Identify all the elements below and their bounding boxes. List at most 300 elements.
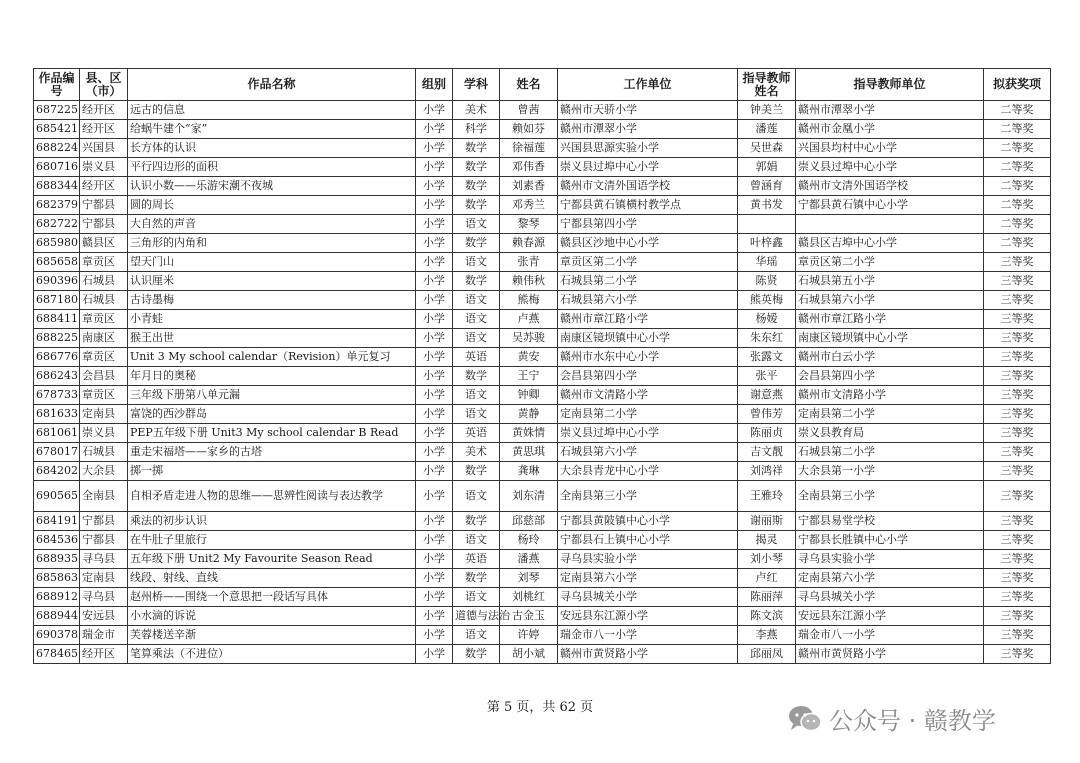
district-cell: 寻乌县 bbox=[80, 588, 128, 607]
subject-cell: 数学 bbox=[453, 462, 500, 481]
advisor-name-cell: 曾伟芳 bbox=[738, 405, 796, 424]
workplace-cell: 南康区镜坝镇中心小学 bbox=[558, 329, 738, 348]
work-title-cell: 富饶的西沙群岛 bbox=[128, 405, 416, 424]
subject-cell: 道德与法治 bbox=[453, 607, 500, 626]
workplace-cell: 瑞金市八一小学 bbox=[558, 626, 738, 645]
award-cell: 三等奖 bbox=[984, 481, 1051, 512]
work-id-cell: 688225 bbox=[34, 329, 80, 348]
district-cell: 会昌县 bbox=[80, 367, 128, 386]
header-cell: 作品编号 bbox=[34, 69, 80, 101]
table-row bbox=[34, 424, 1051, 443]
work-id-cell: 686243 bbox=[34, 367, 80, 386]
work-id-cell: 687180 bbox=[34, 291, 80, 310]
work-id-cell: 688224 bbox=[34, 139, 80, 158]
work-title-cell: 笔算乘法（不进位） bbox=[128, 645, 416, 664]
advisor-name-cell: 揭灵 bbox=[738, 531, 796, 550]
group-cell: 小学 bbox=[416, 569, 453, 588]
workplace-cell: 崇义县过埠中心小学 bbox=[558, 158, 738, 177]
group-cell: 小学 bbox=[416, 158, 453, 177]
subject-cell: 语文 bbox=[453, 481, 500, 512]
subject-cell: 数学 bbox=[453, 367, 500, 386]
award-cell: 三等奖 bbox=[984, 272, 1051, 291]
group-cell: 小学 bbox=[416, 272, 453, 291]
workplace-cell: 石城县第二小学 bbox=[558, 272, 738, 291]
advisor-unit-cell: 宁都县长胜镇中心小学 bbox=[796, 531, 984, 550]
district-cell: 宁都县 bbox=[80, 531, 128, 550]
name-cell: 曾茜 bbox=[500, 101, 558, 120]
advisor-name-cell: 谢意燕 bbox=[738, 386, 796, 405]
district-cell: 宁都县 bbox=[80, 196, 128, 215]
work-title-cell: 认识厘米 bbox=[128, 272, 416, 291]
district-cell: 定南县 bbox=[80, 405, 128, 424]
work-title-cell: 平行四边形的面积 bbox=[128, 158, 416, 177]
work-title-cell: 三角形的内角和 bbox=[128, 234, 416, 253]
group-cell: 小学 bbox=[416, 329, 453, 348]
work-title-cell: 年月日的奥秘 bbox=[128, 367, 416, 386]
workplace-cell: 赣州市文清外国语学校 bbox=[558, 177, 738, 196]
name-cell: 刘桃红 bbox=[500, 588, 558, 607]
subject-cell: 数学 bbox=[453, 512, 500, 531]
advisor-name-cell: 卢红 bbox=[738, 569, 796, 588]
subject-cell: 数学 bbox=[453, 569, 500, 588]
table-body bbox=[34, 101, 1051, 664]
award-cell: 二等奖 bbox=[984, 196, 1051, 215]
workplace-cell: 安远县东江源小学 bbox=[558, 607, 738, 626]
advisor-name-cell: 陈丽萍 bbox=[738, 588, 796, 607]
header-cell: 组别 bbox=[416, 69, 453, 101]
table-row bbox=[34, 329, 1051, 348]
workplace-cell: 石城县第六小学 bbox=[558, 291, 738, 310]
table-row bbox=[34, 120, 1051, 139]
advisor-name-cell: 吴世森 bbox=[738, 139, 796, 158]
district-cell: 兴国县 bbox=[80, 139, 128, 158]
award-cell: 三等奖 bbox=[984, 405, 1051, 424]
work-id-cell: 688944 bbox=[34, 607, 80, 626]
table-row bbox=[34, 196, 1051, 215]
district-cell: 崇义县 bbox=[80, 158, 128, 177]
award-cell: 三等奖 bbox=[984, 424, 1051, 443]
header-cell: 学科 bbox=[453, 69, 500, 101]
header-cell: 姓名 bbox=[500, 69, 558, 101]
advisor-unit-cell: 瑞金市八一小学 bbox=[796, 626, 984, 645]
work-id-cell: 688344 bbox=[34, 177, 80, 196]
subject-cell: 数学 bbox=[453, 645, 500, 664]
work-title-cell: 认识小数——乐游宋潮不夜城 bbox=[128, 177, 416, 196]
award-cell: 二等奖 bbox=[984, 215, 1051, 234]
subject-cell: 语文 bbox=[453, 215, 500, 234]
workplace-cell: 宁都县黄石镇横村教学点 bbox=[558, 196, 738, 215]
group-cell: 小学 bbox=[416, 291, 453, 310]
work-id-cell: 685980 bbox=[34, 234, 80, 253]
work-id-cell: 678733 bbox=[34, 386, 80, 405]
header-cell: 工作单位 bbox=[558, 69, 738, 101]
table-row bbox=[34, 348, 1051, 367]
award-cell: 三等奖 bbox=[984, 531, 1051, 550]
name-cell: 赖春源 bbox=[500, 234, 558, 253]
work-title-cell: 三年级下册第八单元漏 bbox=[128, 386, 416, 405]
table-row bbox=[34, 462, 1051, 481]
district-cell: 经开区 bbox=[80, 177, 128, 196]
district-cell: 章贡区 bbox=[80, 386, 128, 405]
subject-cell: 语文 bbox=[453, 310, 500, 329]
workplace-cell: 赣州市黄贤路小学 bbox=[558, 645, 738, 664]
name-cell: 邓伟香 bbox=[500, 158, 558, 177]
subject-cell: 英语 bbox=[453, 550, 500, 569]
district-cell: 南康区 bbox=[80, 329, 128, 348]
group-cell: 小学 bbox=[416, 588, 453, 607]
name-cell: 邓秀兰 bbox=[500, 196, 558, 215]
advisor-unit-cell: 寻乌县城关小学 bbox=[796, 588, 984, 607]
work-id-cell: 688935 bbox=[34, 550, 80, 569]
workplace-cell: 寻乌县实验小学 bbox=[558, 550, 738, 569]
name-cell: 赖如芬 bbox=[500, 120, 558, 139]
table-row bbox=[34, 588, 1051, 607]
name-cell: 胡小斌 bbox=[500, 645, 558, 664]
name-cell: 卢燕 bbox=[500, 310, 558, 329]
subject-cell: 语文 bbox=[453, 329, 500, 348]
workplace-cell: 宁都县黄陂镇中心小学 bbox=[558, 512, 738, 531]
advisor-unit-cell: 定南县第六小学 bbox=[796, 569, 984, 588]
table-row bbox=[34, 531, 1051, 550]
advisor-name-cell: 陈贤 bbox=[738, 272, 796, 291]
advisor-unit-cell: 寻乌县实验小学 bbox=[796, 550, 984, 569]
district-cell: 安远县 bbox=[80, 607, 128, 626]
advisor-unit-cell: 赣州市白云小学 bbox=[796, 348, 984, 367]
work-title-cell: 大自然的声音 bbox=[128, 215, 416, 234]
group-cell: 小学 bbox=[416, 253, 453, 272]
work-id-cell: 680716 bbox=[34, 158, 80, 177]
group-cell: 小学 bbox=[416, 196, 453, 215]
group-cell: 小学 bbox=[416, 481, 453, 512]
group-cell: 小学 bbox=[416, 626, 453, 645]
district-cell: 石城县 bbox=[80, 272, 128, 291]
name-cell: 王宁 bbox=[500, 367, 558, 386]
subject-cell: 美术 bbox=[453, 101, 500, 120]
award-cell: 三等奖 bbox=[984, 569, 1051, 588]
work-id-cell: 688411 bbox=[34, 310, 80, 329]
award-cell: 三等奖 bbox=[984, 348, 1051, 367]
group-cell: 小学 bbox=[416, 101, 453, 120]
advisor-name-cell: 王雅玲 bbox=[738, 481, 796, 512]
work-title-cell: 五年级下册 Unit2 My Favourite Season Read bbox=[128, 550, 416, 569]
district-cell: 经开区 bbox=[80, 645, 128, 664]
workplace-cell: 大余县青龙中心小学 bbox=[558, 462, 738, 481]
award-cell: 三等奖 bbox=[984, 462, 1051, 481]
table-row bbox=[34, 101, 1051, 120]
advisor-name-cell: 郭娟 bbox=[738, 158, 796, 177]
advisor-unit-cell bbox=[796, 215, 984, 234]
work-id-cell: 685421 bbox=[34, 120, 80, 139]
table-row bbox=[34, 310, 1051, 329]
work-title-cell: 自相矛盾走进人物的思维——思辨性阅读与表达教学 bbox=[128, 481, 416, 512]
advisor-unit-cell: 大余县第一小学 bbox=[796, 462, 984, 481]
award-cell: 三等奖 bbox=[984, 550, 1051, 569]
name-cell: 刘琴 bbox=[500, 569, 558, 588]
district-cell: 石城县 bbox=[80, 291, 128, 310]
advisor-unit-cell: 赣州市文清路小学 bbox=[796, 386, 984, 405]
workplace-cell: 章贡区第二小学 bbox=[558, 253, 738, 272]
name-cell: 徐福莲 bbox=[500, 139, 558, 158]
subject-cell: 语文 bbox=[453, 291, 500, 310]
advisor-unit-cell: 赣州市金凰小学 bbox=[796, 120, 984, 139]
table-row bbox=[34, 569, 1051, 588]
work-title-cell: 重走宋福塔——家乡的古塔 bbox=[128, 443, 416, 462]
work-id-cell: 684536 bbox=[34, 531, 80, 550]
work-id-cell: 678017 bbox=[34, 443, 80, 462]
work-title-cell: 小青蛙 bbox=[128, 310, 416, 329]
group-cell: 小学 bbox=[416, 550, 453, 569]
subject-cell: 语文 bbox=[453, 253, 500, 272]
name-cell: 杨玲 bbox=[500, 531, 558, 550]
advisor-name-cell: 钟美兰 bbox=[738, 101, 796, 120]
watermark bbox=[787, 701, 996, 736]
group-cell: 小学 bbox=[416, 607, 453, 626]
award-cell: 三等奖 bbox=[984, 253, 1051, 272]
work-id-cell: 684191 bbox=[34, 512, 80, 531]
work-id-cell: 690396 bbox=[34, 272, 80, 291]
advisor-unit-cell: 南康区镜坝镇中心小学 bbox=[796, 329, 984, 348]
advisor-unit-cell: 赣州市潭翠小学 bbox=[796, 101, 984, 120]
name-cell: 潘燕 bbox=[500, 550, 558, 569]
advisor-unit-cell: 宁都县黄石镇中心小学 bbox=[796, 196, 984, 215]
award-cell: 三等奖 bbox=[984, 310, 1051, 329]
name-cell: 黄思琪 bbox=[500, 443, 558, 462]
subject-cell: 数学 bbox=[453, 272, 500, 291]
advisor-name-cell: 朱东红 bbox=[738, 329, 796, 348]
subject-cell: 数学 bbox=[453, 234, 500, 253]
award-cell: 三等奖 bbox=[984, 386, 1051, 405]
name-cell: 古金玉 bbox=[500, 607, 558, 626]
group-cell: 小学 bbox=[416, 234, 453, 253]
award-cell: 二等奖 bbox=[984, 234, 1051, 253]
group-cell: 小学 bbox=[416, 386, 453, 405]
advisor-name-cell: 潘莲 bbox=[738, 120, 796, 139]
district-cell: 经开区 bbox=[80, 120, 128, 139]
name-cell: 钟卿 bbox=[500, 386, 558, 405]
table-row bbox=[34, 481, 1051, 512]
advisor-name-cell: 刘鸿祥 bbox=[738, 462, 796, 481]
group-cell: 小学 bbox=[416, 405, 453, 424]
table-row bbox=[34, 443, 1051, 462]
work-title-cell: 在牛肚子里旅行 bbox=[128, 531, 416, 550]
district-cell: 定南县 bbox=[80, 569, 128, 588]
award-cell: 二等奖 bbox=[984, 120, 1051, 139]
name-cell: 龚琳 bbox=[500, 462, 558, 481]
table-row bbox=[34, 215, 1051, 234]
advisor-name-cell: 张平 bbox=[738, 367, 796, 386]
workplace-cell: 兴国县思源实验小学 bbox=[558, 139, 738, 158]
group-cell: 小学 bbox=[416, 424, 453, 443]
work-title-cell: 赵州桥——围绕一个意思把一段话写具体 bbox=[128, 588, 416, 607]
district-cell: 章贡区 bbox=[80, 310, 128, 329]
award-cell: 三等奖 bbox=[984, 626, 1051, 645]
work-id-cell: 686776 bbox=[34, 348, 80, 367]
advisor-name-cell: 华瑶 bbox=[738, 253, 796, 272]
workplace-cell: 宁都县第四小学 bbox=[558, 215, 738, 234]
name-cell: 黄安 bbox=[500, 348, 558, 367]
work-title-cell: 望天门山 bbox=[128, 253, 416, 272]
award-cell: 三等奖 bbox=[984, 588, 1051, 607]
name-cell: 熊梅 bbox=[500, 291, 558, 310]
work-title-cell: 乘法的初步认识 bbox=[128, 512, 416, 531]
name-cell: 刘素香 bbox=[500, 177, 558, 196]
workplace-cell: 全南县第三小学 bbox=[558, 481, 738, 512]
advisor-unit-cell: 崇义县教育局 bbox=[796, 424, 984, 443]
advisor-unit-cell: 章贡区第二小学 bbox=[796, 253, 984, 272]
workplace-cell: 赣州市潭翠小学 bbox=[558, 120, 738, 139]
table-row bbox=[34, 177, 1051, 196]
advisor-name-cell: 谢丽斯 bbox=[738, 512, 796, 531]
group-cell: 小学 bbox=[416, 367, 453, 386]
table-row bbox=[34, 253, 1051, 272]
subject-cell: 数学 bbox=[453, 158, 500, 177]
work-title-cell: 小水滴的诉说 bbox=[128, 607, 416, 626]
table-row bbox=[34, 512, 1051, 531]
workplace-cell: 赣县区沙地中心小学 bbox=[558, 234, 738, 253]
group-cell: 小学 bbox=[416, 645, 453, 664]
work-id-cell: 682379 bbox=[34, 196, 80, 215]
advisor-unit-cell: 赣县区吉埠中心小学 bbox=[796, 234, 984, 253]
award-cell: 三等奖 bbox=[984, 607, 1051, 626]
advisor-unit-cell: 赣州市文清外国语学校 bbox=[796, 177, 984, 196]
advisor-unit-cell: 崇义县过埠中心小学 bbox=[796, 158, 984, 177]
work-id-cell: 690378 bbox=[34, 626, 80, 645]
district-cell: 宁都县 bbox=[80, 215, 128, 234]
work-id-cell: 685863 bbox=[34, 569, 80, 588]
workplace-cell: 定南县第六小学 bbox=[558, 569, 738, 588]
subject-cell: 语文 bbox=[453, 405, 500, 424]
name-cell: 赖伟秋 bbox=[500, 272, 558, 291]
district-cell: 章贡区 bbox=[80, 253, 128, 272]
work-title-cell: 长方体的认识 bbox=[128, 139, 416, 158]
group-cell: 小学 bbox=[416, 215, 453, 234]
subject-cell: 语文 bbox=[453, 386, 500, 405]
wechat-icon bbox=[787, 704, 823, 734]
advisor-name-cell: 吉文靓 bbox=[738, 443, 796, 462]
work-title-cell: 掷一掷 bbox=[128, 462, 416, 481]
subject-cell: 语文 bbox=[453, 626, 500, 645]
work-title-cell: 芙蓉楼送辛渐 bbox=[128, 626, 416, 645]
header-cell: 拟获奖项 bbox=[984, 69, 1051, 101]
district-cell: 全南县 bbox=[80, 481, 128, 512]
award-cell: 三等奖 bbox=[984, 367, 1051, 386]
header-row bbox=[34, 69, 1051, 101]
page-number: 第 5 页，共 62 页 bbox=[486, 700, 594, 715]
group-cell: 小学 bbox=[416, 462, 453, 481]
work-title-cell: 远古的信息 bbox=[128, 101, 416, 120]
workplace-cell: 赣州市章江路小学 bbox=[558, 310, 738, 329]
district-cell: 崇义县 bbox=[80, 424, 128, 443]
district-cell: 石城县 bbox=[80, 443, 128, 462]
advisor-name-cell: 刘小琴 bbox=[738, 550, 796, 569]
workplace-cell: 寻乌县城关小学 bbox=[558, 588, 738, 607]
advisor-name-cell bbox=[738, 215, 796, 234]
subject-cell: 数学 bbox=[453, 196, 500, 215]
workplace-cell: 定南县第二小学 bbox=[558, 405, 738, 424]
work-id-cell: 684202 bbox=[34, 462, 80, 481]
table-row bbox=[34, 645, 1051, 664]
workplace-cell: 赣州市文清路小学 bbox=[558, 386, 738, 405]
group-cell: 小学 bbox=[416, 310, 453, 329]
advisor-name-cell: 叶梓鑫 bbox=[738, 234, 796, 253]
work-id-cell: 681061 bbox=[34, 424, 80, 443]
work-title-cell: Unit 3 My school calendar（Revision）单元复习 bbox=[128, 348, 416, 367]
watermark-text: 公众号 · 赣教学 bbox=[829, 707, 996, 735]
workplace-cell: 石城县第六小学 bbox=[558, 443, 738, 462]
subject-cell: 英语 bbox=[453, 348, 500, 367]
work-title-cell: 古诗墨梅 bbox=[128, 291, 416, 310]
name-cell: 黄姝情 bbox=[500, 424, 558, 443]
table-row bbox=[34, 158, 1051, 177]
subject-cell: 数学 bbox=[453, 139, 500, 158]
table-row bbox=[34, 367, 1051, 386]
advisor-unit-cell: 石城县第六小学 bbox=[796, 291, 984, 310]
advisor-name-cell: 李燕 bbox=[738, 626, 796, 645]
table-row bbox=[34, 386, 1051, 405]
group-cell: 小学 bbox=[416, 348, 453, 367]
header-cell: 县、区（市） bbox=[80, 69, 128, 101]
district-cell: 寻乌县 bbox=[80, 550, 128, 569]
advisor-unit-cell: 兴国县均村中心小学 bbox=[796, 139, 984, 158]
award-cell: 三等奖 bbox=[984, 329, 1051, 348]
work-title-cell: 给蜗牛建个“家” bbox=[128, 120, 416, 139]
advisor-name-cell: 曾涵育 bbox=[738, 177, 796, 196]
workplace-cell: 宁都县石上镇中心小学 bbox=[558, 531, 738, 550]
table-row bbox=[34, 272, 1051, 291]
advisor-name-cell: 邱丽凤 bbox=[738, 645, 796, 664]
award-cell: 三等奖 bbox=[984, 645, 1051, 664]
work-title-cell: 圆的周长 bbox=[128, 196, 416, 215]
name-cell: 黄静 bbox=[500, 405, 558, 424]
advisor-unit-cell: 石城县第五小学 bbox=[796, 272, 984, 291]
district-cell: 瑞金市 bbox=[80, 626, 128, 645]
advisor-name-cell: 杨嫒 bbox=[738, 310, 796, 329]
group-cell: 小学 bbox=[416, 120, 453, 139]
header-cell: 作品名称 bbox=[128, 69, 416, 101]
advisor-name-cell: 陈丽贞 bbox=[738, 424, 796, 443]
subject-cell: 数学 bbox=[453, 177, 500, 196]
table-row bbox=[34, 291, 1051, 310]
advisor-name-cell: 熊英梅 bbox=[738, 291, 796, 310]
work-id-cell: 685658 bbox=[34, 253, 80, 272]
district-cell: 宁都县 bbox=[80, 512, 128, 531]
workplace-cell: 赣州市水东中心小学 bbox=[558, 348, 738, 367]
name-cell: 黎琴 bbox=[500, 215, 558, 234]
group-cell: 小学 bbox=[416, 139, 453, 158]
group-cell: 小学 bbox=[416, 531, 453, 550]
award-cell: 二等奖 bbox=[984, 139, 1051, 158]
award-cell: 二等奖 bbox=[984, 101, 1051, 120]
table-row bbox=[34, 550, 1051, 569]
work-id-cell: 690565 bbox=[34, 481, 80, 512]
advisor-unit-cell: 宁都县易堂学校 bbox=[796, 512, 984, 531]
header-cell: 指导教师单位 bbox=[796, 69, 984, 101]
award-cell: 三等奖 bbox=[984, 512, 1051, 531]
advisor-name-cell: 黄书发 bbox=[738, 196, 796, 215]
group-cell: 小学 bbox=[416, 177, 453, 196]
table-row bbox=[34, 607, 1051, 626]
work-id-cell: 678465 bbox=[34, 645, 80, 664]
name-cell: 许婷 bbox=[500, 626, 558, 645]
advisor-unit-cell: 定南县第二小学 bbox=[796, 405, 984, 424]
advisor-unit-cell: 赣州市黄贤路小学 bbox=[796, 645, 984, 664]
advisor-unit-cell: 会昌县第四小学 bbox=[796, 367, 984, 386]
advisor-unit-cell: 安远县东江源小学 bbox=[796, 607, 984, 626]
advisor-unit-cell: 赣州市章江路小学 bbox=[796, 310, 984, 329]
group-cell: 小学 bbox=[416, 443, 453, 462]
awards-table bbox=[33, 68, 1051, 664]
subject-cell: 英语 bbox=[453, 424, 500, 443]
